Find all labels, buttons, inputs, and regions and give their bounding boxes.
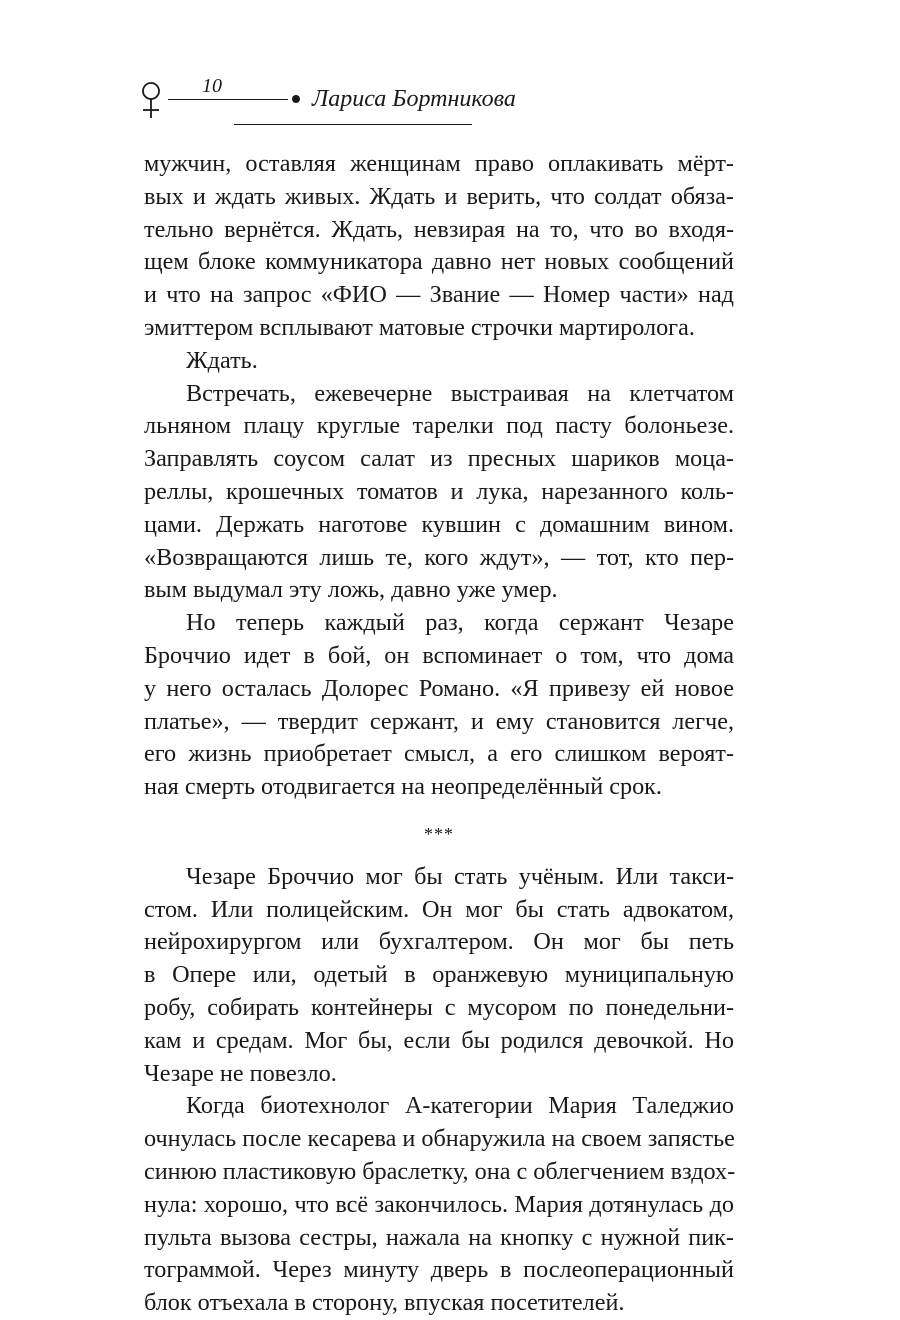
- paragraph: [144, 345, 734, 378]
- text-line: вых и ждать живых. Ждать и верить, что солдат обяза-: [144, 182, 734, 210]
- text-line: робу, собирать контейнеры с мусором по понедельни-: [144, 993, 734, 1021]
- section-separator: ***: [424, 823, 454, 844]
- text-line: Встречать, ежевечерне выстраивая на клетчатом: [186, 379, 734, 407]
- text-line: тограммой. Через минуту дверь в послеоперационный: [144, 1256, 734, 1284]
- text-line: Ждать.: [186, 346, 258, 374]
- text-line: тельно вернётся. Ждать, невзирая на то, что во входя-: [144, 215, 734, 243]
- text-line: ная смерть отодвигается на неопределённый срок.: [144, 773, 662, 801]
- text-line: и что на запрос «ФИО — Звание — Номер части» над: [144, 281, 734, 309]
- paragraph: [144, 378, 734, 608]
- paragraph: [144, 607, 734, 804]
- text-line: его жизнь приобретает смысл, а его слишком вероят-: [144, 740, 734, 768]
- text-line: стом. Или полицейским. Он мог бы стать адвокатом,: [144, 895, 734, 923]
- text-line: реллы, крошечных томатов и лука, нарезанного коль-: [144, 477, 734, 505]
- text-line: кам и средам. Мог бы, если бы родился девочкой. Но: [144, 1026, 734, 1054]
- text-line: Чезаре не повезло.: [144, 1059, 337, 1087]
- text-line: цами. Держать наготове кувшин с домашним вином.: [144, 510, 734, 538]
- text-line: Чезаре Броччио мог бы стать учёным. Или такси-: [186, 862, 734, 890]
- text-line: Но теперь каждый раз, когда сержант Чезаре: [186, 609, 734, 637]
- text-line: мужчин, оставляя женщинам право оплакивать мёрт-: [144, 150, 734, 177]
- paragraph: [144, 861, 734, 1091]
- text-line: у него осталась Долорес Романо. «Я привезу ей новое: [144, 674, 734, 702]
- text-line: щем блоке коммуникатора давно нет новых сообщений: [144, 248, 734, 276]
- text-line: нула: хорошо, что всё закончилось. Мария дотянулась до: [144, 1190, 734, 1218]
- text-line: эмиттером всплывают матовые строчки мартиролога.: [144, 313, 695, 341]
- header-dot: [292, 95, 300, 103]
- text-line: блок отъехала в сторону, впуская посетителей.: [144, 1289, 625, 1317]
- text-line: пульта вызова сестры, нажала на кнопку с нужной пик-: [144, 1223, 734, 1251]
- header-rule-upper: [168, 99, 288, 100]
- text-line: «Возвращаются лишь те, кого ждут», — тот, кто пер-: [144, 543, 734, 571]
- paragraph: [144, 148, 734, 345]
- body-text: [144, 148, 734, 1320]
- text-line: льняном плацу круглые тарелки под пасту болоньезе.: [144, 412, 734, 440]
- header-rule-lower: [234, 124, 472, 125]
- text-line: платье», — твердит сержант, и ему становится легче,: [144, 707, 734, 735]
- text-line: очнулась после кесарева и обнаружила на своем запястье: [144, 1125, 735, 1153]
- text-line: Броччио идет в бой, он вспоминает о том, что дома: [144, 641, 734, 669]
- text-line: в Опере или, одетый в оранжевую муниципальную: [144, 961, 734, 989]
- page-number: 10: [202, 75, 222, 97]
- text-line: Когда биотехнолог А-категории Мария Таледжио: [186, 1092, 734, 1120]
- text-line: нейрохирургом или бухгалтером. Он мог бы петь: [144, 928, 734, 956]
- text-line: синюю пластиковую браслетку, она с облегчением вздох-: [144, 1157, 736, 1185]
- text-line: вым выдумал эту ложь, давно уже умер.: [144, 576, 558, 604]
- paragraph: [144, 1090, 734, 1320]
- author-name: Лариса Бортникова: [312, 86, 516, 112]
- running-header: [138, 72, 516, 132]
- text-line: Заправлять соусом салат из пресных шариков моца-: [144, 445, 734, 473]
- venus-icon: [138, 80, 164, 120]
